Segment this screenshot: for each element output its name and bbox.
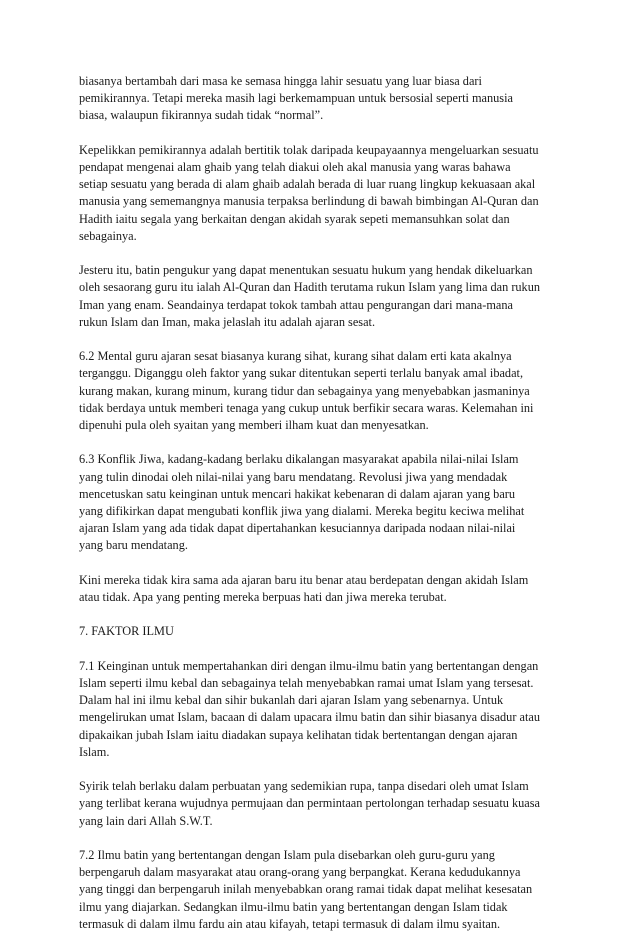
text-line: rukun Islam dan Iman, maka jelaslah itu adalah ajaran sesat. [79,314,376,329]
text-line: dipenuhi pula oleh syaitan yang memberi ilham kuat dan menyesatkan. [79,418,429,433]
text-line: yang lain dari Allah S.W.T. [79,813,213,828]
text-line: kurang makan, kurang minum, kurang tidur dan sebagainya yang menyebabkan jasmaninya [79,383,530,398]
text-line: Dalam hal ini ilmu kebal dan sihir bukanlah dari ajaran Islam yang sebenarnya. Untuk [79,693,504,708]
document-body [79,73,563,933]
paragraph-2 [79,142,563,245]
text-line: 7.2 Ilmu batin yang bertentangan dengan Islam pula disebarkan oleh guru-guru yang [79,848,495,862]
text-line: pemikirannya. Tetapi mereka masih lagi berkemampuan untuk bersosial seperti manusia [79,91,513,106]
text-line: berpengaruh dalam masyarakat atau orang-orang yang berpangkat. Kerana kedudukannya [79,865,521,880]
text-line: dipakaikan jubah Islam iaitu diadakan supaya kelihatan tidak bertentangan dengan ajaran [79,727,518,742]
text-line: yang tulin dinodai oleh nilai-nilai yang baru mendatang. Revolusi jiwa yang mendadak [79,469,508,484]
text-line: Islam. [79,744,110,759]
text-line: yang terlibat kerana wujudnya permujaan dan permintaan pertolongan terhadap sesuatu kuasa [79,796,540,811]
paragraph-4 [79,348,563,434]
text-line: Iman yang enam. Seandainya terdapat tokok tambah attau pengurangan dari mana-mana [79,297,513,312]
text-line: termasuk di dalam ilmu fardu ain atau kifayah, tetapi termasuk di dalam ilmu syaitan. [79,916,501,931]
text-line: 6.3 Konflik Jiwa, kadang-kadang berlaku dikalangan masyarakat apabila nilai-nilai Islam [79,452,519,467]
paragraph-7 [79,658,563,761]
text-line: Islam seperti ilmu kebal dan sebagainya telah menyebabkan ramai umat Islam yang tersesat. [79,676,534,690]
text-line: pendapat mengenai alam ghaib yang telah diakui oleh akal manusia yang waras bahawa [79,160,511,174]
text-line: oleh sesaorang guru itu ialah Al-Quran dan Hadith terutama rukun Islam yang lima dan rukun [79,280,541,295]
paragraph-5 [79,451,563,554]
paragraph-9 [79,847,563,933]
text-line: yang tinggi dan berpengaruh inilah menyebabkan orang ramai tidak dapat melihat kesesatan [79,882,533,897]
text-line: sebagainya. [79,228,137,243]
text-line: Syirik telah berlaku dalam perbuatan yang sedemikian rupa, tanpa disedari oleh umat Islam [79,779,529,794]
text-line: biasa, walaupun fikirannya sudah tidak “normal”. [79,108,324,123]
text-line: terganggu. Diganggu oleh faktor yang sukar ditentukan seperti terlalu banyak amal ibadat, [79,366,524,381]
text-line: atau tidak. Apa yang penting mereka berpuas hati dan jiwa mereka terubat. [79,590,447,605]
text-line: manusia yang sememangnya manusia terpaksa berlindung di bawah bimbingan Al-Quran dan [79,194,539,209]
text-line: Kepelikkan pemikirannya adalah bertitik tolak daripada keupayaannya mengeluarkan sesuatu [79,142,539,157]
section-heading-text: 7. FAKTOR ILMU [79,624,174,639]
text-line: yang difikirkan dapat mengubati konflik jiwa yang dialami. Mereka begitu keciwa melihat [79,504,525,519]
text-line: 6.2 Mental guru ajaran sesat biasanya kurang sihat, kurang sihat dalam erti kata akalnya [79,349,512,364]
text-line: Kini mereka tidak kira sama ada ajaran baru itu benar atau berdepatan dengan akidah Islam [79,572,529,587]
paragraph-6 [79,572,563,606]
text-line: ilmu yang diajarkan. Sedangkan ilmu-ilmu batin yang bertentangan dengan Islam tidak [79,899,508,914]
text-line: mencetuskan satu keinginan untuk mencari hakikat kebenaran di dalam ajaran yang baru [79,486,516,501]
text-line: Hadith iaitu segala yang berkaitan dengan akidah syarak sepeti memansuhkan solat dan [79,211,510,226]
text-line: mengelirukan umat Islam, bacaan di dalam upacara ilmu batin dan sihir biasanya disadur atau [79,710,540,725]
text-line: tidak berdaya untuk memberi tenaga yang cukup untuk berfikir secara waras. Kelemahan ini [79,400,534,415]
text-line: setiap sesuatu yang berada di alam ghaib adalah berada di luar ruang lingkup kekuasaan akal [79,177,536,192]
paragraph-8 [79,778,563,830]
text-line: biasanya bertambah dari masa ke semasa hingga lahir sesuatu yang luar biasa dari [79,74,482,88]
text-line: 7.1 Keinginan untuk mempertahankan diri dengan ilmu-ilmu batin yang bertentangan dengan [79,658,539,673]
paragraph-3 [79,262,563,331]
paragraph-1 [79,73,563,125]
section-heading [79,623,563,640]
text-line: ajaran Islam yang ada tidak dapat dipertahankan kesuciannya daripada nodaan nilai-nilai [79,521,516,536]
text-line: Jesteru itu, batin pengukur yang dapat menentukan sesuatu hukum yang hendak dikeluarkan [79,263,533,278]
text-line: yang baru mendatang. [79,538,188,553]
